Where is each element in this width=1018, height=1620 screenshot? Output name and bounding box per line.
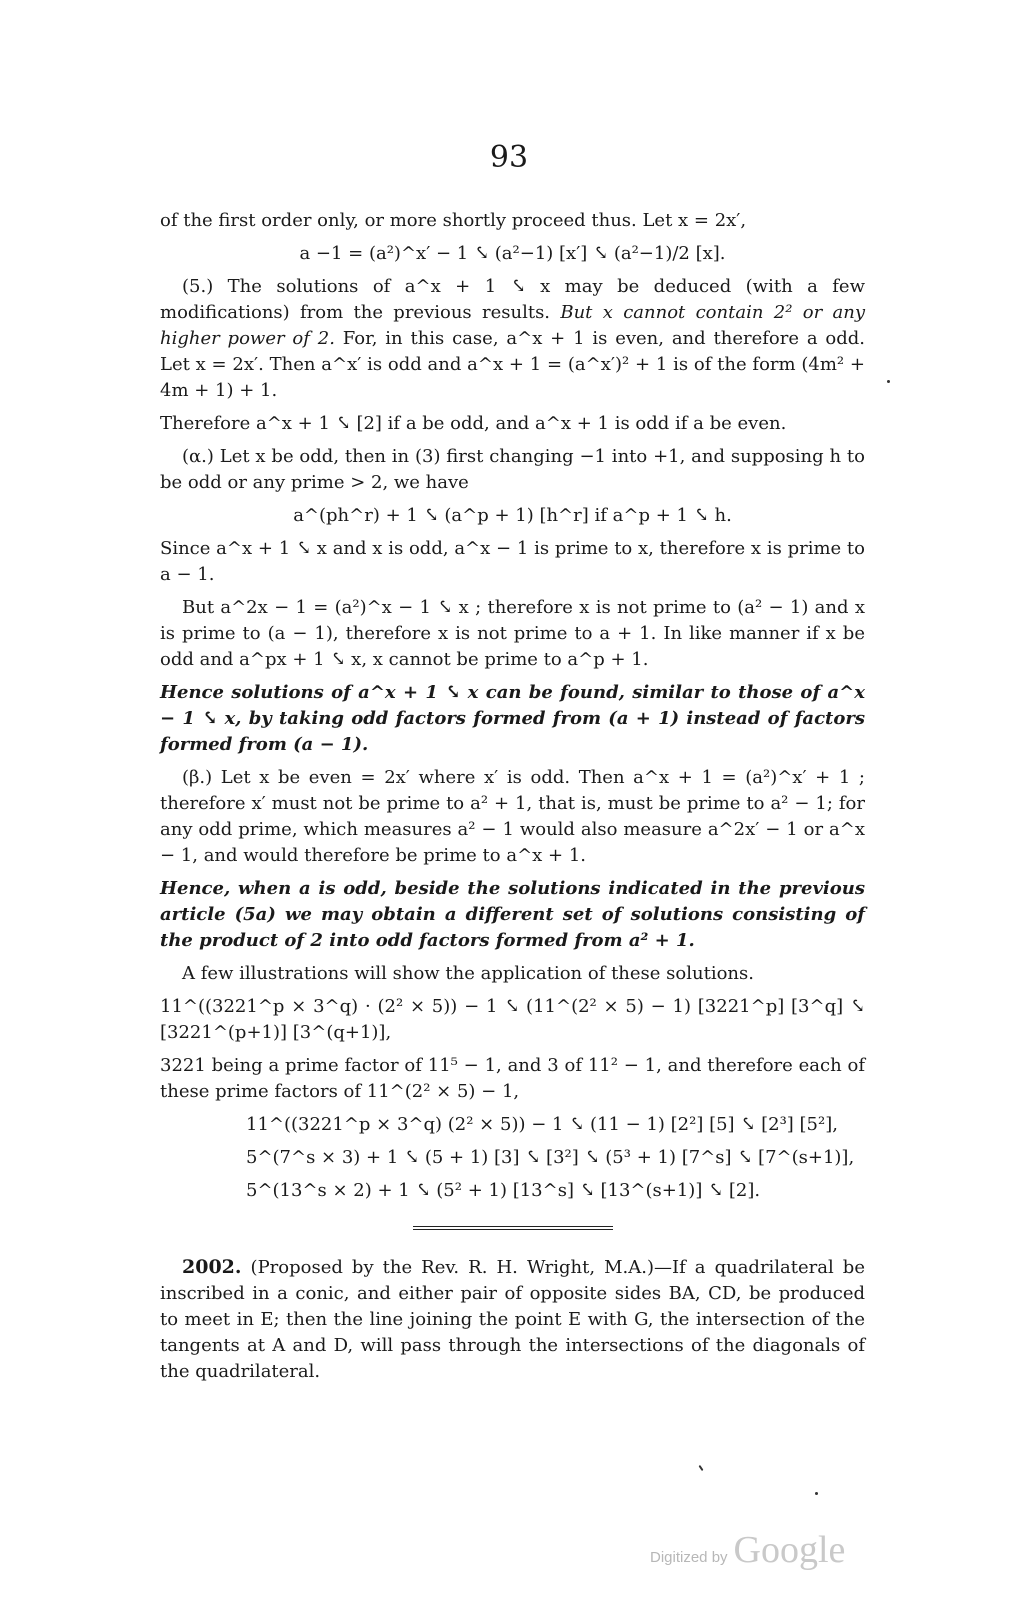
scan-speck [698, 1465, 703, 1471]
equation-1: a −1 = (a²)^x′ − 1 ⤥ (a²−1) [x′] ⤥ (a²−1)/2 [x]. [299, 243, 726, 264]
paragraph-intro: of the first order only, or more shortly proceed thus. Let x = 2x′, [160, 210, 747, 231]
paragraph-illustrations: A few illustrations will show the application of these solutions. [182, 963, 754, 984]
equation-4: 11^((3221^p × 3^q) (2² × 5)) − 1 ⤥ (11 − 1) [2²] [5] ⤥ [2³] [5²], [246, 1114, 838, 1135]
paragraph-3221: 3221 being a prime factor of 11⁵ − 1, and 3 of 11² − 1, and therefore each of these prime factors of 11^(2² × 5) − 1, [160, 1055, 865, 1102]
equation-5: 5^(7^s × 3) + 1 ⤥ (5 + 1) [3] ⤥ [3²] ⤥ (5³ + 1) [7^s] ⤥ [7^(s+1)], [246, 1147, 855, 1168]
paragraph-but: But a^2x − 1 = (a²)^x − 1 ⤥ x ; therefore x is not prime to (a² − 1) and x is prime to (a − 1), therefore x is not prime to a + 1. In like manner if x be odd and a^px + 1 ⤥ x, x cannot be prime to a^p + 1. [160, 597, 865, 670]
google-logo: Google [733, 1529, 846, 1571]
paragraph-alpha: (α.) Let x be odd, then in (3) first changing −1 into +1, and supposing h to be odd or any prime > 2, we have [160, 446, 865, 493]
problem-2002 [160, 1254, 865, 1385]
watermark-prefix: Digitized by [650, 1549, 728, 1566]
paragraph-beta: (β.) Let x be even = 2x′ where x′ is odd. Then a^x + 1 = (a²)^x′ + 1 ; therefore x′ must not be prime to a² + 1, that is, must be prime to a² − 1; for any odd prime, which measures a² − 1 would also measure a^2x′ − 1 or a^x − 1, and would therefore be prime to a^x + 1. [160, 767, 865, 866]
equation-3: 11^((3221^p × 3^q) · (2² × 5)) − 1 ⤥ (11^(2² × 5) − 1) [3221^p] [3^q] ⤥ [3221^(p+1)] [3^(q+1)], [160, 996, 865, 1043]
paragraph-5-lead: (5.) The solutions of a^x + 1 ⤥ x may be deduced (with a few modifications) from the previous results. [160, 276, 865, 323]
paragraph-5-rest: For, in this case, a^x + 1 is even, and therefore a odd. Let x = 2x′. Then a^x′ is odd and a^x + 1 = (a^x′)² + 1 is of the form (4m² + 4m + 1) + 1. [160, 328, 865, 401]
paragraph-since: Since a^x + 1 ⤥ x and x is odd, a^x − 1 is prime to x, therefore x is prime to a − 1. [160, 538, 865, 585]
equation-2: a^(ph^r) + 1 ⤥ (a^p + 1) [h^r] if a^p + 1 ⤥ h. [293, 505, 732, 526]
text-column [160, 208, 865, 1392]
problem-number: 2002. [182, 1256, 242, 1278]
equation-6: 5^(13^s × 2) + 1 ⤥ (5² + 1) [13^s] ⤥ [13^(s+1)] ⤥ [2]. [246, 1180, 761, 1201]
scan-speck [815, 1492, 818, 1495]
paragraph-hence-2: Hence, when a is odd, beside the solutions indicated in the previous article (5a) we may obtain a different set of solutions consisting of the product of 2 into odd factors formed from a² + 1. [160, 878, 865, 951]
problem-text: (Proposed by the Rev. R. H. Wright, M.A.)—If a quadrilateral be inscribed in a conic, and either pair of opposite sides BA, CD, be produced to meet in E; then the line joining the point E with G, the intersection of the tangents at A and D, will pass through the intersections of the diagonals of the quadrilateral. [160, 1257, 865, 1382]
scan-speck [887, 380, 890, 383]
paragraph-hence-1: Hence solutions of a^x + 1 ⤥ x can be found, similar to those of a^x − 1 ⤥ x, by taking odd factors formed from (a + 1) instead of factors formed from (a − 1). [160, 682, 865, 755]
double-rule [413, 1226, 613, 1230]
paragraph-therefore: Therefore a^x + 1 ⤥ [2] if a be odd, and a^x + 1 is odd if a be even. [160, 413, 787, 434]
section-divider [160, 1226, 865, 1230]
paragraph-5-italic: But x cannot contain 2² or any higher power of 2. [160, 302, 865, 349]
page-number: 93 [489, 140, 529, 175]
digitized-by-google-watermark [650, 1528, 870, 1578]
paragraph-5 [160, 274, 865, 404]
